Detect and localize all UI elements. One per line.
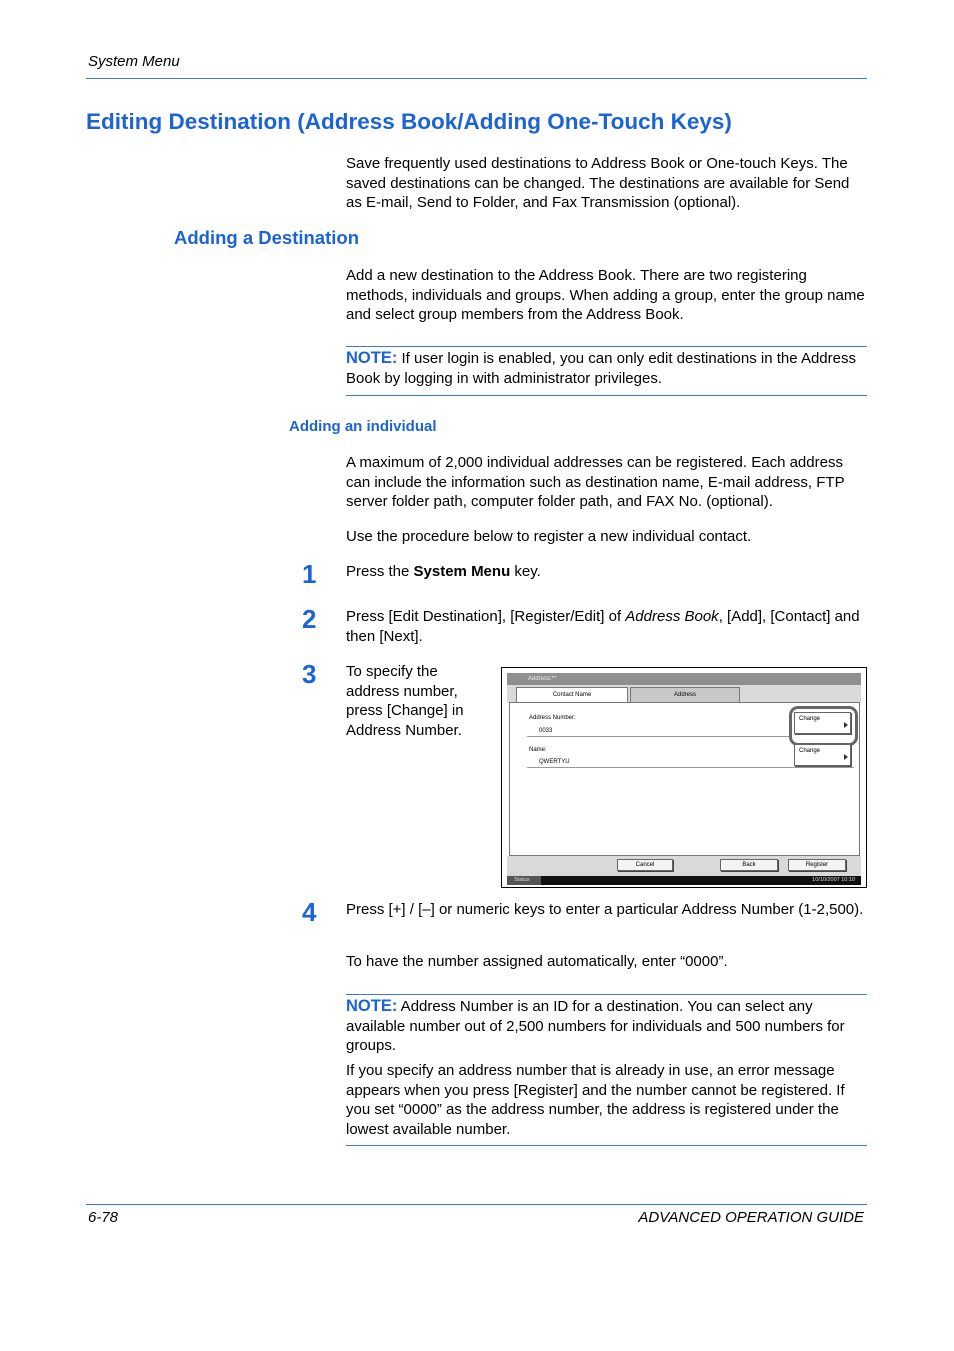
header-rule bbox=[86, 78, 867, 79]
section-heading-adding-destination: Adding a Destination bbox=[174, 227, 359, 248]
step-2-text: Press [Edit Destination], [Register/Edit] of Address Book, [Add], [Contact] and then [Next]. bbox=[346, 608, 860, 645]
status-bar bbox=[507, 876, 861, 885]
note-2 bbox=[346, 997, 868, 1056]
address-number-value: 0033 bbox=[539, 728, 553, 734]
change-address-number-button[interactable]: Change bbox=[794, 712, 851, 734]
name-label: Name: bbox=[529, 747, 547, 753]
arrow-right-icon bbox=[844, 754, 848, 760]
status-datetime: 10/10/2007 10:10 bbox=[812, 877, 855, 883]
subsection-heading-adding-individual: Adding an individual bbox=[289, 418, 437, 435]
running-header: System Menu bbox=[88, 53, 180, 70]
procedure-intro: Use the procedure below to register a new individual contact. bbox=[346, 528, 752, 545]
screen-title-bar: Address:** bbox=[507, 673, 861, 685]
address-number-underline bbox=[527, 736, 792, 737]
change-name-button[interactable]: Change bbox=[794, 744, 851, 766]
status-label[interactable]: Status bbox=[507, 876, 541, 885]
note2-text: Address Number is an ID for a destination. You can select any available number out of 2,500 numbers for individuals and 500 numbers for groups. bbox=[346, 998, 845, 1054]
tab-contact-name[interactable]: Contact Name bbox=[516, 687, 628, 702]
address-entry-screenshot bbox=[501, 667, 867, 888]
note-text: If user login is enabled, you can only edit destinations in the Address Book by logging in with administrator privileges. bbox=[346, 350, 856, 387]
note-2-continued: If you specify an address number that is already in use, an error message appears when you press [Register] and the number cannot be registered. If you set “0000” as the address number, the address is registered under the lowest available number. bbox=[346, 1062, 845, 1138]
note-bottom-rule bbox=[346, 395, 867, 396]
step-2-number: 2 bbox=[302, 604, 317, 634]
note-top-rule bbox=[346, 346, 867, 347]
note-label: NOTE: bbox=[346, 349, 398, 367]
guide-title: ADVANCED OPERATION GUIDE bbox=[638, 1209, 864, 1226]
note2-label: NOTE: bbox=[346, 997, 398, 1015]
address-number-label: Address Number: bbox=[529, 715, 576, 721]
note-1 bbox=[346, 349, 868, 388]
name-underline bbox=[527, 767, 854, 768]
name-value: QWERTYU bbox=[539, 759, 570, 765]
step-4-text: Press [+] / [–] or numeric keys to enter a particular Address Number (1-2,500). bbox=[346, 901, 864, 918]
back-button[interactable]: Back bbox=[720, 859, 778, 871]
page-title: Editing Destination (Address Book/Adding One-Touch Keys) bbox=[86, 109, 732, 134]
adding-destination-paragraph: Add a new destination to the Address Book. There are two registering methods, individuals and groups. When adding a group, enter the group name and select group members from the Address Book. bbox=[346, 267, 865, 323]
step-4-number: 4 bbox=[302, 897, 317, 927]
step-3-number: 3 bbox=[302, 659, 317, 689]
step-1-text: Press the System Menu key. bbox=[346, 563, 541, 580]
tab-address[interactable]: Address bbox=[630, 687, 740, 703]
highlight-circle bbox=[789, 706, 858, 746]
step-1-number: 1 bbox=[302, 559, 317, 589]
footer-rule bbox=[86, 1204, 867, 1205]
step-3-text: To specify the address number, press [Change] in Address Number. bbox=[346, 663, 464, 739]
register-button[interactable]: Register bbox=[788, 859, 846, 871]
page-number: 6-78 bbox=[88, 1209, 119, 1226]
note2-top-rule bbox=[346, 994, 867, 995]
cancel-button[interactable]: Cancel bbox=[617, 859, 673, 871]
individual-paragraph: A maximum of 2,000 individual addresses can be registered. Each address can include the information such as destination name, E-mail address, FTP server folder path, computer folder path, and FAX No. (optional). bbox=[346, 454, 845, 510]
step-4-auto-number: To have the number assigned automatically, enter “0000”. bbox=[346, 953, 728, 970]
note2-bottom-rule bbox=[346, 1145, 867, 1146]
intro-paragraph: Save frequently used destinations to Address Book or One-touch Keys. The saved destinations can be changed. The destinations are available for Send as E-mail, Send to Folder, and Fax Transmission (optional). bbox=[346, 155, 850, 211]
